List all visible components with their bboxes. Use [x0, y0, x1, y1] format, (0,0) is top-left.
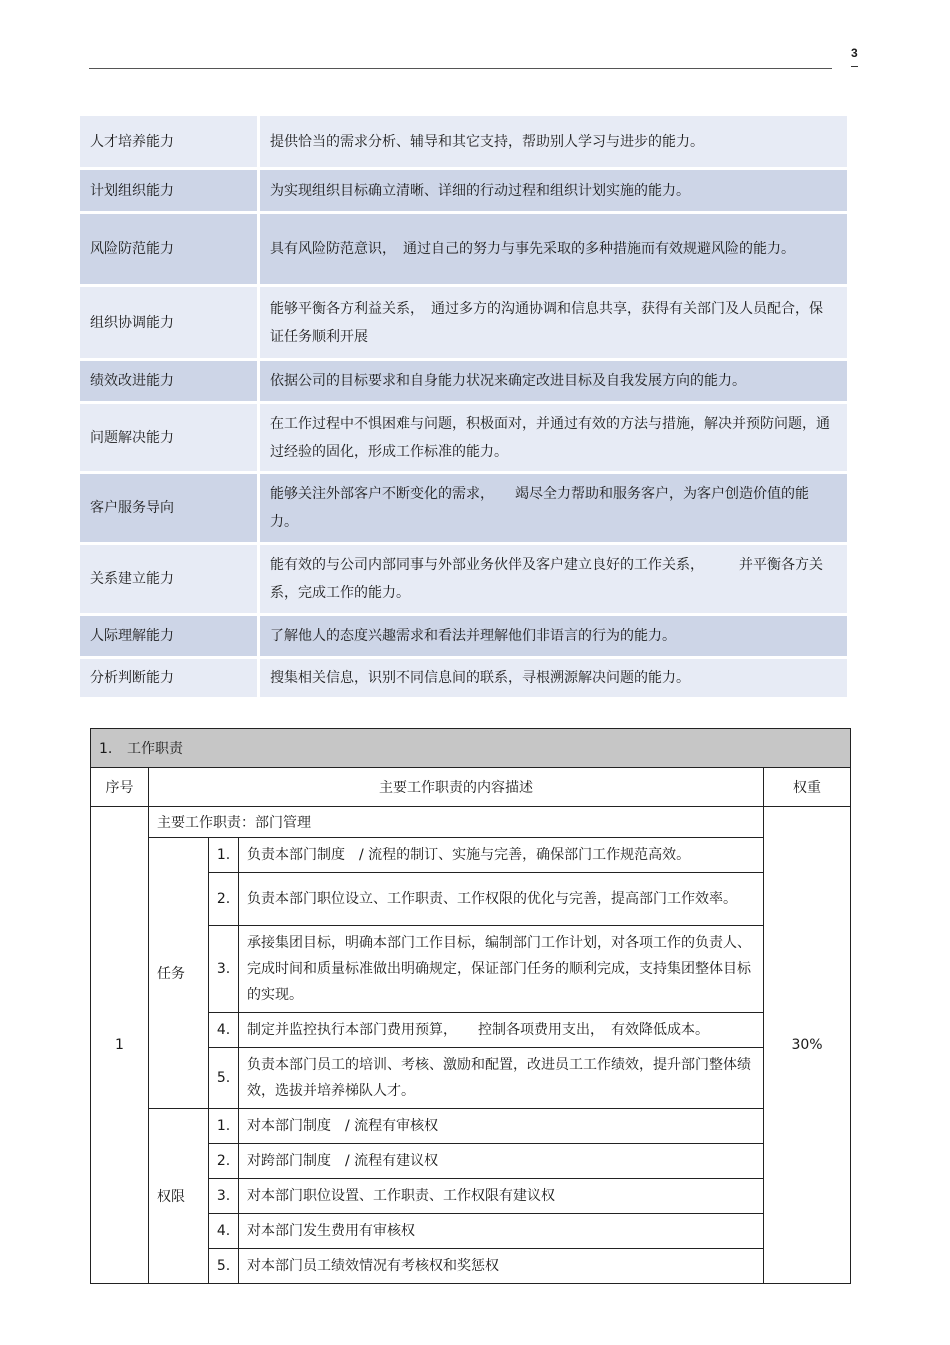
authority-number: 2. — [209, 1144, 239, 1179]
competency-name: 关系建立能力 — [80, 545, 260, 616]
competency-name: 绩效改进能力 — [80, 361, 260, 404]
competency-desc: 能够关注外部客户不断变化的需求， 竭尽全力帮助和服务客户，为客户创造价值的能力。 — [260, 474, 847, 545]
task-text: 负责本部门制度 / 流程的制订、实施与完善，确保部门工作规范高效。 — [239, 838, 764, 873]
authority-label: 权限 — [149, 1109, 209, 1284]
task-number: 3. — [209, 926, 239, 1013]
header-row — [91, 768, 851, 807]
table-row — [80, 659, 847, 697]
competency-name: 问题解决能力 — [80, 404, 260, 474]
competency-name: 计划组织能力 — [80, 170, 260, 214]
competency-desc: 依据公司的目标要求和自身能力状况来确定改进目标及自我发展方向的能力。 — [260, 361, 847, 404]
competency-desc: 搜集相关信息，识别不同信息间的联系，寻根溯源解决问题的能力。 — [260, 659, 847, 697]
duties-table — [90, 728, 851, 1284]
competency-desc: 提供恰当的需求分析、辅导和其它支持，帮助别人学习与进步的能力。 — [260, 116, 847, 170]
authority-text: 对本部门员工绩效情况有考核权和奖惩权 — [239, 1249, 764, 1284]
task-text: 制定并监控执行本部门费用预算， 控制各项费用支出， 有效降低成本。 — [239, 1013, 764, 1048]
table-row — [80, 616, 847, 659]
section-title — [91, 729, 851, 768]
column-header-desc: 主要工作职责的内容描述 — [149, 768, 764, 807]
table-row — [91, 838, 851, 873]
competency-desc: 能够平衡各方利益关系， 通过多方的沟通协调和信息共享，获得有关部门及人员配合，保证任务顺利开展 — [260, 287, 847, 361]
section-number: 1. — [99, 741, 113, 757]
competency-name: 组织协调能力 — [80, 287, 260, 361]
competency-table — [80, 116, 847, 697]
table-row — [91, 1109, 851, 1144]
table-row — [80, 545, 847, 616]
task-number: 5. — [209, 1048, 239, 1109]
authority-number: 1. — [209, 1109, 239, 1144]
table-row — [80, 116, 847, 170]
competency-name: 客户服务导向 — [80, 474, 260, 545]
competency-name: 人才培养能力 — [80, 116, 260, 170]
table-row — [80, 361, 847, 404]
section-title-row — [91, 729, 851, 768]
task-number: 1. — [209, 838, 239, 873]
task-text: 负责本部门员工的培训、考核、激励和配置，改进员工工作绩效，提升部门整体绩效，选拔并培养梯队人才。 — [239, 1048, 764, 1109]
task-label: 任务 — [149, 838, 209, 1109]
authority-number: 4. — [209, 1214, 239, 1249]
main-duty: 主要工作职责：部门管理 — [149, 807, 764, 838]
task-number: 4. — [209, 1013, 239, 1048]
authority-text: 对本部门发生费用有审核权 — [239, 1214, 764, 1249]
section-title-text: 工作职责 — [127, 741, 183, 757]
competency-desc: 具有风险防范意识， 通过自己的努力与事先采取的多种措施而有效规避风险的能力。 — [260, 214, 847, 287]
table-row — [80, 287, 847, 361]
competency-desc: 在工作过程中不惧困难与问题，积极面对，并通过有效的方法与措施，解决并预防问题，通过经验的固化，形成工作标准的能力。 — [260, 404, 847, 474]
task-number: 2. — [209, 873, 239, 926]
seq-cell: 1 — [91, 807, 149, 1284]
header-rule — [89, 68, 832, 69]
weight-cell: 30% — [764, 807, 851, 1284]
authority-number: 3. — [209, 1179, 239, 1214]
authority-text: 对本部门制度 / 流程有审核权 — [239, 1109, 764, 1144]
competency-name: 风险防范能力 — [80, 214, 260, 287]
column-header-seq: 序号 — [91, 768, 149, 807]
table-row — [80, 214, 847, 287]
competency-desc: 了解他人的态度兴趣需求和看法并理解他们非语言的行为的能力。 — [260, 616, 847, 659]
table-row — [91, 807, 851, 838]
task-text: 负责本部门职位设立、工作职责、工作权限的优化与完善，提高部门工作效率。 — [239, 873, 764, 926]
competency-desc: 为实现组织目标确立清晰、详细的行动过程和组织计划实施的能力。 — [260, 170, 847, 214]
competency-name: 分析判断能力 — [80, 659, 260, 697]
page-number: 3 — [851, 46, 858, 60]
competency-name: 人际理解能力 — [80, 616, 260, 659]
table-row — [80, 474, 847, 545]
authority-number: 5. — [209, 1249, 239, 1284]
column-header-weight: 权重 — [764, 768, 851, 807]
authority-text: 对跨部门制度 / 流程有建议权 — [239, 1144, 764, 1179]
table-row — [80, 170, 847, 214]
authority-text: 对本部门职位设置、工作职责、工作权限有建议权 — [239, 1179, 764, 1214]
competency-desc: 能有效的与公司内部同事与外部业务伙伴及客户建立良好的工作关系， 并平衡各方关系，完成工作的能力。 — [260, 545, 847, 616]
task-text: 承接集团目标，明确本部门工作目标，编制部门工作计划，对各项工作的负责人、完成时间和质量标准做出明确规定，保证部门任务的顺利完成，支持集团整体目标的实现。 — [239, 926, 764, 1013]
table-row — [80, 404, 847, 474]
page-number-underline — [851, 66, 858, 67]
